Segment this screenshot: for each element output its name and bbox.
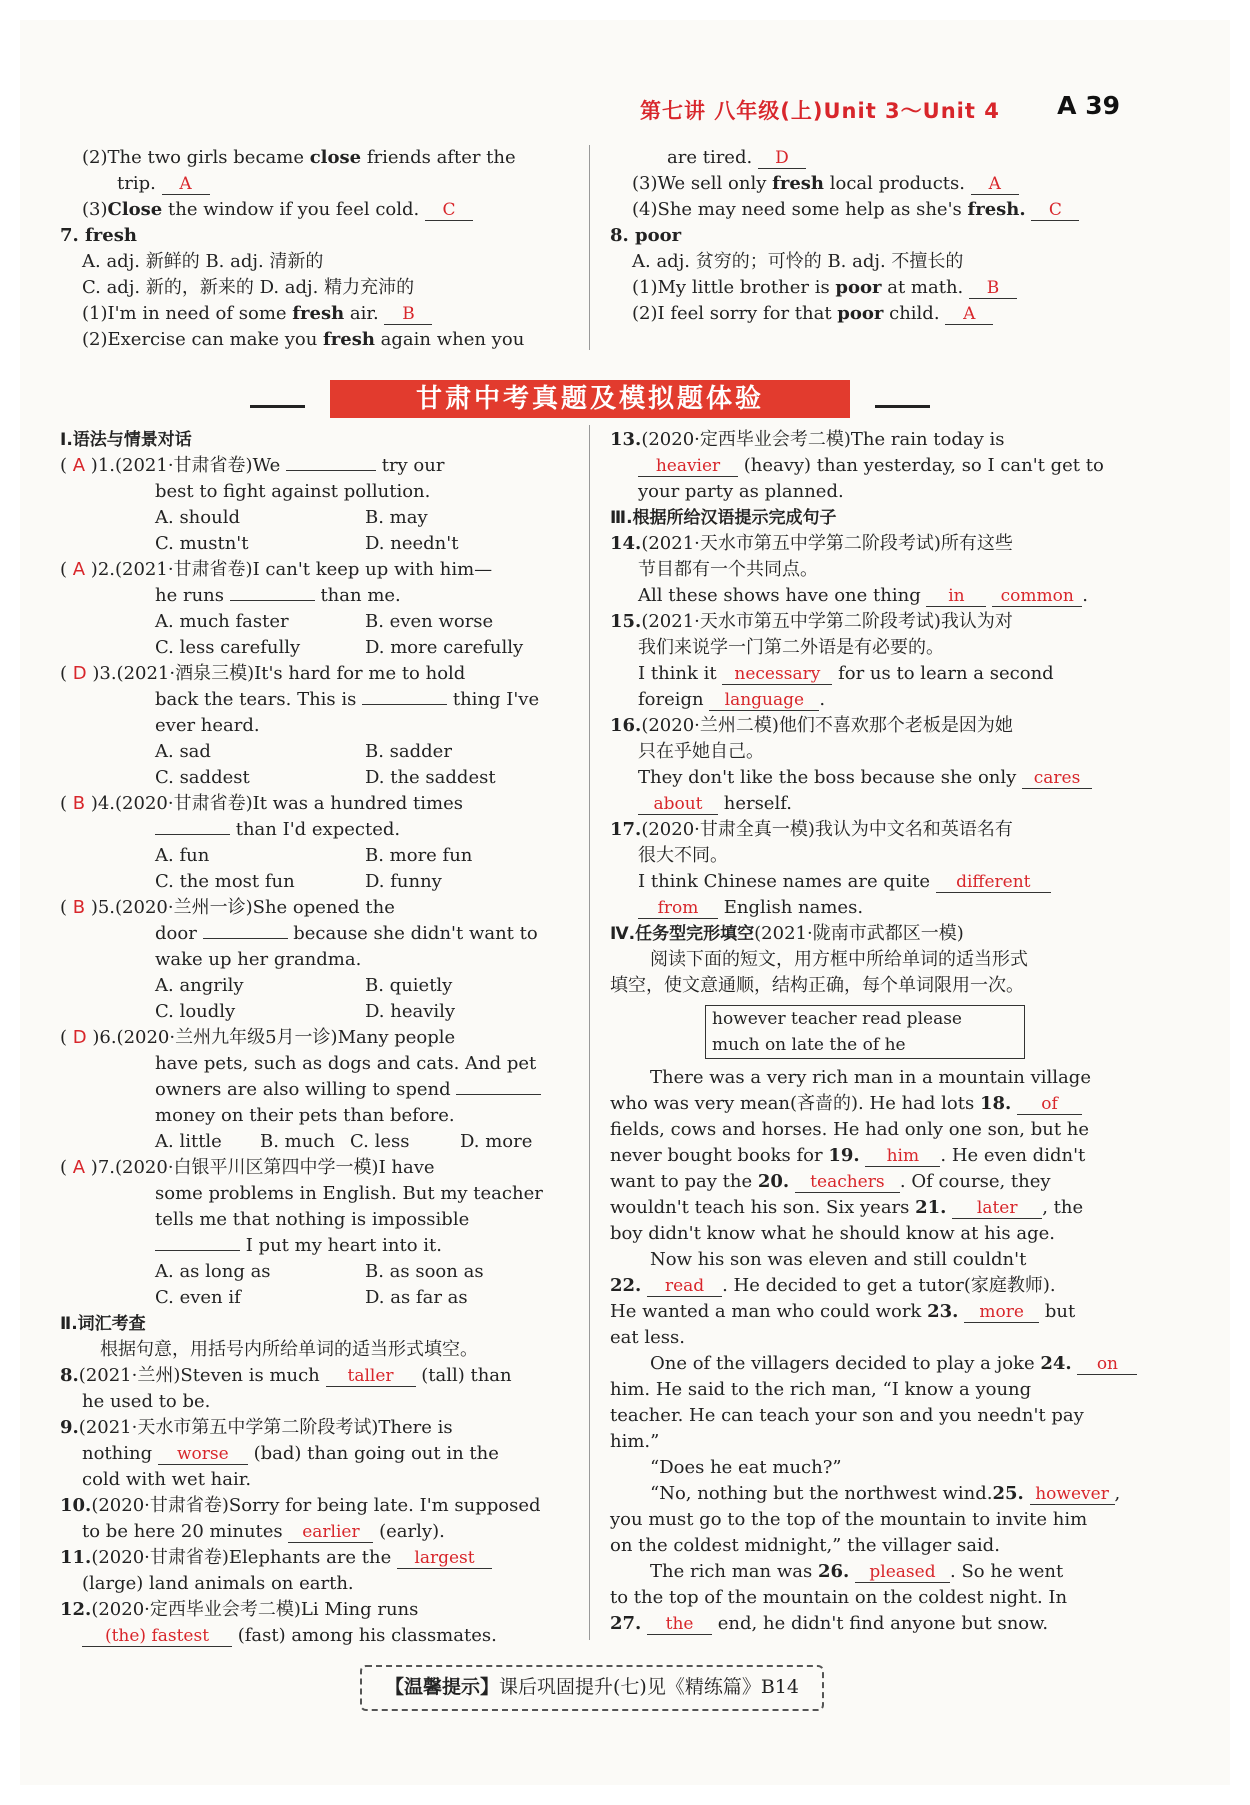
text: again when you [374,329,525,350]
text: , the [1042,1197,1084,1218]
answer-blank: language [709,690,819,711]
word-options: A. adj. 新鲜的 B. adj. 清新的 [82,251,324,272]
question-text: ever heard. [155,715,260,736]
text: (2021·天水市第五中学第二阶段考试)There is [78,1417,453,1438]
passage-line: you must go to the top of the mountain to invite him [610,1509,1088,1530]
text: . He even didn't [940,1145,1086,1166]
text: thing I've [447,689,540,710]
text: nothing [82,1443,158,1464]
text: for us to learn a second [832,663,1054,684]
text: (2021·兰州)Steven is much [78,1365,326,1386]
answer-blank: read [647,1276,722,1297]
choice-answer: A [72,1157,86,1178]
option: D. heavily [365,1001,456,1022]
blank [286,470,376,471]
text: (2020·定西毕业会考二模)The rain today is [641,429,1005,450]
paren: ( [60,455,73,476]
answer-blank: in [926,586,986,607]
paren: ) [86,663,100,684]
text: (3)We sell only [632,173,773,194]
blank-number: 26. [817,1561,850,1582]
option: B. as soon as [365,1261,484,1282]
answer-blank: (the) fastest [82,1626,232,1647]
blank-number: 25. [992,1483,1024,1504]
text: . So he went [950,1561,1064,1582]
word-bank-row: much on late the of he [712,1035,906,1055]
text: owners are also willing to spend [155,1079,457,1100]
question-text: tells me that nothing is impossible [155,1209,470,1230]
word-options: C. adj. 新的，新来的 D. adj. 精力充沛的 [82,277,415,298]
text: trip. [117,173,162,194]
text: are tired. [667,147,758,168]
question-number: 10. [60,1495,92,1516]
passage-line: teacher. He can teach your son and you needn't pay [610,1405,1084,1426]
section-heading: Ⅱ.词汇考查 [60,1314,146,1334]
text: (heavy) than yesterday, so I can't get to [738,455,1104,476]
text: , [1114,1483,1121,1504]
option: A. fun [155,845,210,866]
text: foreign [638,689,710,710]
option: A. as long as [155,1261,271,1282]
question-text: wake up her grandma. [155,949,362,970]
option: C. mustn't [155,533,249,554]
instruction: 根据句意，用括号内所给单词的适当形式填空。 [100,1339,478,1360]
keyword: poor [835,277,882,298]
footer-label: 【温馨提示】 [385,1676,500,1698]
option: D. more [460,1131,533,1152]
question-text: have pets, such as dogs and cats. And pet [155,1053,537,1074]
word-heading: 7. fresh [60,225,137,246]
question-text: 5.(2020·兰州一诊)She opened the [97,897,395,918]
text: . He decided to get a tutor(家庭教师). [722,1275,1056,1296]
option: D. as far as [365,1287,468,1308]
column-divider-main [589,425,590,1640]
text: (2020·甘肃省卷)Sorry for being late. I'm supposed [91,1495,541,1516]
text: They don't like the boss because she only [638,767,1023,788]
passage-line: him.” [610,1431,660,1452]
keyword: fresh [323,329,375,350]
text: (early). [373,1521,445,1542]
passage-line: There was a very rich man in a mountain village [650,1067,1091,1088]
text: wouldn't teach his son. Six years [610,1197,916,1218]
question-text: 节目都有一个共同点。 [638,559,818,580]
question-text: 7.(2020·白银平川区第四中学一模)I have [97,1157,435,1178]
answer-blank: B [384,304,432,325]
blank [203,938,288,939]
section-heading: Ⅰ.语法与情景对话 [60,430,192,450]
answer-blank: B [969,278,1017,299]
text: (1)I'm in need of some [82,303,293,324]
answer-blank: necessary [722,664,832,685]
column-divider-top [589,145,590,350]
question-number: 16. [610,715,642,736]
question-text: 4.(2020·甘肃省卷)It was a hundred times [97,793,463,814]
answer-blank: on [1077,1354,1137,1375]
blank-number: 19. [828,1145,860,1166]
option: D. funny [365,871,442,892]
blank-number: 24. [1040,1353,1072,1374]
answer-blank: earlier [288,1522,373,1543]
choice-answer: B [72,897,86,918]
option: A. much faster [155,611,289,632]
answer-blank: teachers [795,1172,900,1193]
text: (bad) than going out in the [247,1443,499,1464]
page-header [640,91,1120,129]
answer-blank: A [162,174,210,195]
choice-answer: D [72,663,87,684]
text: (2)The two girls became [82,147,310,168]
banner-rule-right [875,405,930,408]
question-text: 我们来说学一门第二外语是有必要的。 [638,637,944,658]
passage-line: on the coldest midnight,” the villager said. [610,1535,1000,1556]
answer-blank: more [964,1302,1039,1323]
option: B. even worse [365,611,494,632]
paren: ) [85,1157,98,1178]
answer-blank: heavier [638,456,738,477]
paren: ( [60,1027,73,1048]
text: (1)My little brother is [632,277,836,298]
paren: ( [60,1157,73,1178]
instruction: 阅读下面的短文，用方框中所给单词的适当形式 [650,949,1028,970]
blank-number: 21. [915,1197,947,1218]
question-number: 11. [60,1547,92,1568]
text: (2)I feel sorry for that [632,303,838,324]
paren: ( [60,559,73,580]
text: (2)Exercise can make you [82,329,324,350]
option: A. angrily [155,975,244,996]
option: D. the saddest [365,767,496,788]
answer-blank: D [758,148,806,169]
text: The rich man was [650,1561,818,1582]
answer-blank: different [936,872,1051,893]
question-number: 14. [610,533,642,554]
answer-blank: common [992,586,1082,607]
blank-number: 27. [610,1613,642,1634]
answer-blank: pleased [855,1562,950,1583]
option: D. more carefully [365,637,524,658]
paren: ) [85,455,98,476]
word-bank-box [705,1005,1025,1059]
text: All these shows have one thing [638,585,927,606]
text: English names. [718,897,864,918]
option: C. less [350,1131,410,1152]
answer-blank: cares [1022,768,1092,789]
question-number: 8. [60,1365,79,1386]
question-text: 1.(2021·甘肃省卷)We [97,455,286,476]
text: who was very mean(吝啬的). He had lots [610,1093,980,1114]
option: B. sadder [365,741,452,762]
text: . [819,689,826,710]
answer-blank: A [971,174,1019,195]
text: friends after the [361,147,516,168]
choice-answer: A [72,455,86,476]
option: C. even if [155,1287,241,1308]
paren: ( [60,663,73,684]
question-text: money on their pets than before. [155,1105,455,1126]
word-heading: 8. poor [610,225,682,246]
passage-line: him. He said to the rich man, “I know a young [610,1379,1032,1400]
text: at math. [881,277,969,298]
blank [362,704,447,705]
choice-answer: D [72,1027,87,1048]
text: door [155,923,203,944]
question-text: cold with wet hair. [82,1469,252,1490]
paren: ( [60,793,73,814]
text: want to pay the [610,1171,758,1192]
blank [456,1094,541,1095]
keyword: poor [837,303,884,324]
option: B. more fun [365,845,473,866]
section-heading: Ⅳ.任务型完形填空 [610,924,755,944]
option: C. less carefully [155,637,301,658]
keyword: Close [107,199,163,220]
text: (4)She may need some help as she's [632,199,968,220]
option: A. sad [155,741,211,762]
answer-blank: worse [158,1444,248,1465]
option: B. quietly [365,975,453,996]
word-bank-row: however teacher read please [712,1009,962,1029]
text: try our [375,455,445,476]
question-text: 2.(2021·甘肃省卷)I can't keep up with him— [97,559,493,580]
text: local products. [824,173,971,194]
answer-blank: C [1031,200,1079,221]
blank-number: 20. [757,1171,790,1192]
option: A. little [155,1131,222,1152]
text: air. [344,303,385,324]
choice-answer: B [72,793,86,814]
question-text: 3.(2021·酒泉三模)It's hard for me to hold [99,663,466,684]
passage-line: fields, cows and horses. He had only one son, but he [610,1119,1090,1140]
passage-line: Now his son was eleven and still couldn't [650,1249,1027,1270]
question-number: 12. [60,1599,92,1620]
passage-line: eat less. [610,1327,685,1348]
option: C. saddest [155,767,250,788]
blank [230,600,315,601]
question-number: 9. [60,1417,79,1438]
blank [155,1250,240,1251]
keyword: fresh [292,303,345,324]
question-text: 很大不同。 [638,845,728,866]
text: I put my heart into it. [240,1235,442,1256]
word-options: A. adj. 贫穷的；可怜的 B. adj. 不擅长的 [632,251,964,272]
question-text: your party as planned. [638,481,844,502]
text: (fast) among his classmates. [232,1625,497,1646]
text: (2021·天水市第五中学第二阶段考试)我认为对 [641,611,1013,632]
text: end, he didn't find anyone but snow. [712,1613,1049,1634]
text: He wanted a man who could work [610,1301,928,1322]
text: but [1039,1301,1076,1322]
keyword: fresh. [967,199,1026,220]
question-text: he used to be. [82,1391,211,1412]
answer-blank: later [952,1198,1042,1219]
blank-number: 18. [979,1093,1012,1114]
answer-blank: A [945,304,993,325]
option: A. should [155,507,240,528]
question-text: 6.(2020·兰州九年级5月一诊)Many people [99,1027,456,1048]
passage-line: boy didn't know what he should know at his age. [610,1223,1056,1244]
text: herself. [718,793,792,814]
answer-blank: C [425,200,473,221]
question-number: 15. [610,611,642,632]
text: . Of course, they [899,1171,1051,1192]
question-number: 13. [610,429,642,450]
option: D. needn't [365,533,459,554]
text: never bought books for [610,1145,829,1166]
header-title: 第七讲 八年级(上)Unit 3～Unit 4 [640,99,1000,123]
banner-rule-left [250,405,305,408]
section-heading: Ⅲ.根据所给汉语提示完成句子 [610,508,837,528]
text: I think Chinese names are quite [638,871,936,892]
blank-number: 22. [610,1275,642,1296]
option: C. the most fun [155,871,295,892]
blank [155,834,230,835]
answer-blank: however [1030,1484,1115,1505]
answer-blank: largest [397,1548,492,1569]
paren: ) [86,1027,100,1048]
passage-line: to the top of the mountain on the coldest night. In [610,1587,1068,1608]
paren: ) [85,793,98,814]
option: B. much [260,1131,336,1152]
option: B. may [365,507,428,528]
section-banner: 甘肃中考真题及模拟题体验 [330,380,850,418]
passage-line: “Does he eat much?” [650,1457,842,1478]
text: I think it [638,663,723,684]
paren: ) [85,897,98,918]
page-number: A 39 [1057,91,1120,120]
question-text: 只在乎她自己。 [638,741,764,762]
text: . [1082,585,1088,606]
text: back the tears. This is [155,689,363,710]
paren: ( [60,897,73,918]
text: (2020·定西毕业会考二模)Li Ming runs [91,1599,419,1620]
text: (2020·兰州二模)他们不喜欢那个老板是因为她 [641,715,1013,736]
text: (tall) than [415,1365,512,1386]
text: (3) [82,199,108,220]
text: “No, nothing but the northwest wind. [650,1483,993,1504]
text: he runs [155,585,230,606]
keyword: fresh [772,173,825,194]
text: than I'd expected. [230,819,401,840]
question-text: some problems in English. But my teacher [155,1183,543,1204]
choice-answer: A [72,559,86,580]
text: than me. [314,585,401,606]
keyword: close [309,147,362,168]
text: (2021·天水市第五中学第二阶段考试)所有这些 [641,533,1013,554]
text: the window if you feel cold. [162,199,425,220]
text: One of the villagers decided to play a joke [650,1353,1041,1374]
text: to be here 20 minutes [82,1521,289,1542]
answer-blank: him [865,1146,940,1167]
answer-blank: about [638,794,718,815]
text: child. [883,303,946,324]
footer-text: 课后巩固提升(七)见《精练篇》B14 [499,1676,799,1698]
answer-blank: of [1017,1094,1082,1115]
answer-blank: taller [326,1366,416,1387]
text: (2020·甘肃全真一模)我认为中文名和英语名有 [641,819,1013,840]
option: C. loudly [155,1001,236,1022]
question-text: (large) land animals on earth. [82,1573,354,1594]
text: because she didn't want to [287,923,538,944]
question-text: best to fight against pollution. [155,481,431,502]
question-number: 17. [610,819,642,840]
text: (2020·甘肃省卷)Elephants are the [91,1547,397,1568]
section-source: (2021·陇南市武都区一模) [754,923,964,944]
blank-number: 23. [927,1301,959,1322]
answer-blank: the [647,1614,712,1635]
footer-tip [360,1665,824,1711]
instruction: 填空，使文意通顺，结构正确，每个单词限用一次。 [610,975,1024,996]
paren: ) [85,559,98,580]
answer-blank: from [638,898,718,919]
